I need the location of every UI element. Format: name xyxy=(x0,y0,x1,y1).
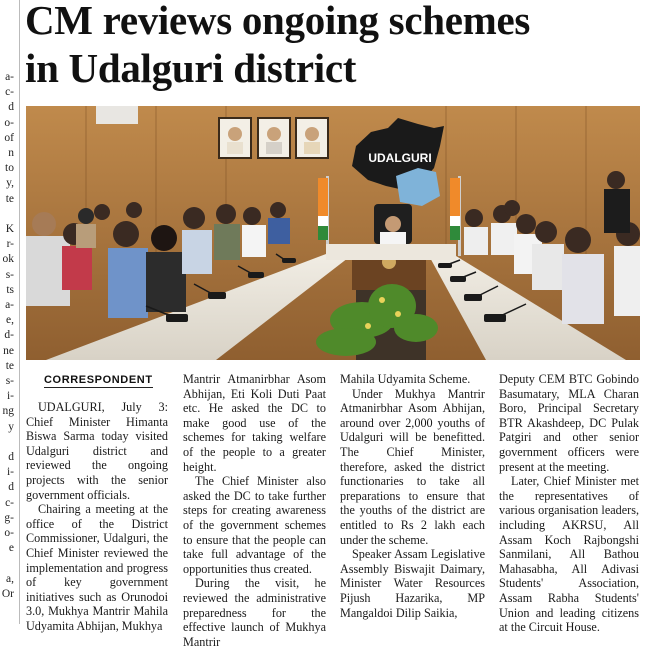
edge-fragment: d- xyxy=(4,329,14,342)
edge-fragment: d xyxy=(8,451,14,463)
edge-fragment: ok xyxy=(2,253,14,266)
edge-fragment: o- xyxy=(4,527,14,539)
article-paragraph: Mahila Udyamita Scheme. xyxy=(340,372,471,386)
edge-fragment: Or xyxy=(1,587,14,600)
article-column-1 xyxy=(26,400,168,634)
edge-fragment: ne xyxy=(3,344,14,357)
edge-fragment: of xyxy=(4,131,14,144)
edge-fragment: o- xyxy=(4,116,14,129)
edge-fragment: a- xyxy=(5,71,14,83)
headline xyxy=(25,0,645,92)
article-paragraph: During the visit, he reviewed the administrative preparedness for the effective launch of Mukhya Mantrir xyxy=(183,576,326,649)
wall-portraits xyxy=(219,118,328,158)
column-rule xyxy=(19,0,20,624)
edge-fragment: r- xyxy=(6,238,14,251)
edge-fragment: ng xyxy=(2,405,14,418)
edge-fragment: y, xyxy=(6,177,14,190)
edge-fragment: K xyxy=(5,223,14,235)
map-label: UDALGURI xyxy=(368,151,432,165)
article-paragraph: Speaker Assam Legislative Assembly Biswajit Daimary, Minister Water Resources Pijush Hazarika, MP Mangaldoi Dilip Saikia, xyxy=(340,547,485,620)
article-paragraph: UDALGURI, July 3: Chief Minister Himanta Biswa Sarma today visited Udalguri district and reviewed the ongoing projects with the senior government officials. xyxy=(26,400,168,502)
article-paragraph: Deputy CEM BTC Gobindo Basumatary, MLA Charan Boro, Principal Secretary BTR Akashdeep, DC Pulak Patgiri and other senior government officers were present at the meeting. xyxy=(499,372,639,474)
edge-fragment: c- xyxy=(5,496,14,509)
article-paragraph: Later, Chief Minister met the representatives of various organisation leaders, including AKRSU, All Assam Koch Rajbongshi Sanmilani, All Bathou Mahasabha, All Adivasi Students' Association, Assam Rabha Students' Union and leading citizens at the Circuit House. xyxy=(499,474,639,635)
edge-fragment: e, xyxy=(6,314,14,327)
edge-fragment: i- xyxy=(6,390,14,403)
article-column-3 xyxy=(340,372,485,620)
meeting-photo xyxy=(26,106,640,360)
edge-fragment: a- xyxy=(5,299,14,311)
article-paragraph: Under Mukhya Mantrir Atmanirbhar Asom Abhijan, around over 2,000 youths of Udalguri will be benefitted. The Chief Minister, therefore, asked the district functionaries to take all preparations to ensure that the youths of the district are entitled to Rs 2 lakh each under the scheme. xyxy=(340,386,485,547)
edge-fragment: ts xyxy=(6,283,14,296)
article-column-2 xyxy=(183,372,326,649)
edge-fragment: y xyxy=(8,420,14,433)
edge-fragment: d xyxy=(8,481,14,494)
edge-fragment: te xyxy=(5,359,14,372)
article-column-4 xyxy=(499,372,639,635)
edge-fragment: g- xyxy=(4,511,14,524)
headline-line-2: in Udalguri district xyxy=(25,45,357,91)
edge-fragment: c- xyxy=(5,86,14,99)
edge-fragment: d xyxy=(8,101,14,114)
article-paragraph: Chairing a meeting at the office of the District Commissioner, Udalguri, the Chief Minister reviewed the implementation and progress of key government initiatives such as Orunodoi 3.0, Mukhya Mantrir Mahila Udyamita Abhijan, Mukhya xyxy=(26,502,168,633)
edge-fragment: te xyxy=(5,192,14,205)
edge-fragment: i- xyxy=(6,466,14,479)
article-paragraph: Mantrir Atmanirbhar Asom Abhijan, Eti Koli Duti Paat etc. He asked the DC to make good use of the schemes for taking welfare of the people to a greater height. xyxy=(183,372,326,474)
edge-fragment: a, xyxy=(6,572,14,585)
edge-fragment: n xyxy=(8,147,14,159)
previous-article-edge xyxy=(0,0,16,624)
edge-fragment: e xyxy=(8,542,14,555)
byline: CORRESPONDENT xyxy=(44,374,153,386)
article-paragraph: The Chief Minister also asked the DC to take further steps for creating awareness of the government schemes to ensure that the people can take full advantage of the opportunities thus created. xyxy=(183,474,326,576)
edge-fragment: to xyxy=(5,162,14,175)
edge-fragment: s- xyxy=(5,375,14,387)
headline-line-1: CM reviews ongoing schemes xyxy=(25,0,531,43)
edge-fragment: s- xyxy=(5,268,14,281)
